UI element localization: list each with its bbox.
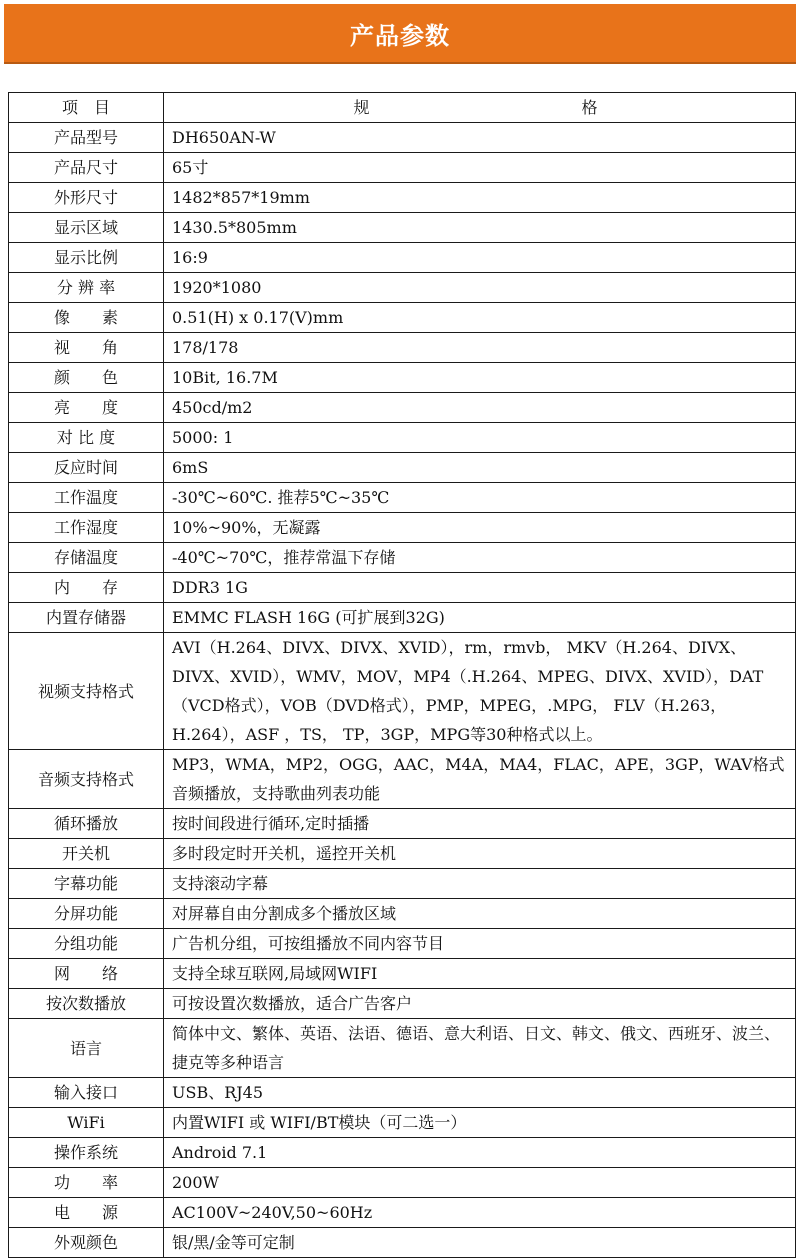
row-key: 操作系统 bbox=[9, 1138, 164, 1168]
row-key: 亮 度 bbox=[9, 393, 164, 423]
row-key: 语言 bbox=[9, 1019, 164, 1078]
row-value: Android 7.1 bbox=[164, 1138, 796, 1168]
row-key: 颜 色 bbox=[9, 363, 164, 393]
row-key: 存储温度 bbox=[9, 543, 164, 573]
row-value: 450cd/m2 bbox=[164, 393, 796, 423]
row-value: -40℃~70℃，推荐常温下存储 bbox=[164, 543, 796, 573]
row-value: 178/178 bbox=[164, 333, 796, 363]
row-value: AC100V~240V,50~60Hz bbox=[164, 1198, 796, 1228]
row-key: 外形尺寸 bbox=[9, 183, 164, 213]
table-row bbox=[9, 123, 796, 153]
table-header-row bbox=[9, 93, 796, 123]
header-value: 规 格 bbox=[164, 93, 796, 123]
row-value: 1482*857*19mm bbox=[164, 183, 796, 213]
row-value: DDR3 1G bbox=[164, 573, 796, 603]
row-key: 循环播放 bbox=[9, 809, 164, 839]
table-row bbox=[9, 869, 796, 899]
row-value: 可按设置次数播放，适合广告客户 bbox=[164, 989, 796, 1019]
table-row bbox=[9, 363, 796, 393]
row-value: 200W bbox=[164, 1168, 796, 1198]
table-row bbox=[9, 213, 796, 243]
table-row bbox=[9, 1168, 796, 1198]
row-key: 外观颜色 bbox=[9, 1228, 164, 1258]
row-key: 功 率 bbox=[9, 1168, 164, 1198]
header-key: 项 目 bbox=[9, 93, 164, 123]
row-key: 视 角 bbox=[9, 333, 164, 363]
table-row bbox=[9, 989, 796, 1019]
table-row bbox=[9, 809, 796, 839]
table-row bbox=[9, 453, 796, 483]
row-key: 开关机 bbox=[9, 839, 164, 869]
table-row bbox=[9, 153, 796, 183]
row-key: 对 比 度 bbox=[9, 423, 164, 453]
row-value: 5000: 1 bbox=[164, 423, 796, 453]
table-row bbox=[9, 899, 796, 929]
row-key: 内置存储器 bbox=[9, 603, 164, 633]
row-value: MP3，WMA，MP2，OGG，AAC，M4A，MA4，FLAC，APE，3GP，WAV格式音频播放，支持歌曲列表功能 bbox=[164, 750, 796, 809]
table-row bbox=[9, 393, 796, 423]
row-value: EMMC FLASH 16G (可扩展到32G) bbox=[164, 603, 796, 633]
row-key: 产品型号 bbox=[9, 123, 164, 153]
row-value: USB、RJ45 bbox=[164, 1078, 796, 1108]
table-row bbox=[9, 303, 796, 333]
table-row bbox=[9, 513, 796, 543]
row-key: 输入接口 bbox=[9, 1078, 164, 1108]
row-value: 支持全球互联网,局域网WIFI bbox=[164, 959, 796, 989]
row-key: 音频支持格式 bbox=[9, 750, 164, 809]
row-key: 内 存 bbox=[9, 573, 164, 603]
row-key: 网 络 bbox=[9, 959, 164, 989]
row-value: 广告机分组，可按组播放不同内容节目 bbox=[164, 929, 796, 959]
table-row bbox=[9, 929, 796, 959]
title-banner bbox=[4, 4, 796, 64]
table-row bbox=[9, 633, 796, 750]
table-row bbox=[9, 959, 796, 989]
table-row bbox=[9, 1078, 796, 1108]
table-row bbox=[9, 483, 796, 513]
row-key: 电 源 bbox=[9, 1198, 164, 1228]
row-key: 产品尺寸 bbox=[9, 153, 164, 183]
row-key: 按次数播放 bbox=[9, 989, 164, 1019]
table-row bbox=[9, 1198, 796, 1228]
row-key: 像 素 bbox=[9, 303, 164, 333]
table-row bbox=[9, 839, 796, 869]
table-row bbox=[9, 1138, 796, 1168]
row-value: 支持滚动字幕 bbox=[164, 869, 796, 899]
row-key: 工作温度 bbox=[9, 483, 164, 513]
row-value: 简体中文、繁体、英语、法语、德语、意大利语、日文、韩文、俄文、西班牙、波兰、捷克等多种语言 bbox=[164, 1019, 796, 1078]
table-row bbox=[9, 603, 796, 633]
row-key: 分屏功能 bbox=[9, 899, 164, 929]
table-row bbox=[9, 423, 796, 453]
table-row bbox=[9, 243, 796, 273]
row-value: DH650AN-W bbox=[164, 123, 796, 153]
row-value: 0.51(H) x 0.17(V)mm bbox=[164, 303, 796, 333]
table-row bbox=[9, 183, 796, 213]
table-row bbox=[9, 273, 796, 303]
row-key: 反应时间 bbox=[9, 453, 164, 483]
table-row bbox=[9, 1228, 796, 1258]
row-key: 显示区域 bbox=[9, 213, 164, 243]
row-value: 内置WIFI 或 WIFI/BT模块（可二选一） bbox=[164, 1108, 796, 1138]
table-row bbox=[9, 750, 796, 809]
row-value: -30℃~60℃. 推荐5℃~35℃ bbox=[164, 483, 796, 513]
table-row bbox=[9, 543, 796, 573]
row-key: 工作湿度 bbox=[9, 513, 164, 543]
row-value: 6mS bbox=[164, 453, 796, 483]
row-key: WiFi bbox=[9, 1108, 164, 1138]
row-value: 按时间段进行循环,定时插播 bbox=[164, 809, 796, 839]
row-value: AVI（H.264、DIVX、DIVX、XVID），rm，rmvb， MKV（H.264、DIVX、DIVX、XVID），WMV，MOV，MP4（.H.264、MPEG、DIVX、XVID），DAT（VCD格式），VOB（DVD格式），PMP，MPEG，.MPG， FLV（H.263，H.264），ASF ，TS， TP，3GP，MPG等30种格式以上。 bbox=[164, 633, 796, 750]
row-value: 银/黑/金等可定制 bbox=[164, 1228, 796, 1258]
row-value: 1430.5*805mm bbox=[164, 213, 796, 243]
row-value: 16:9 bbox=[164, 243, 796, 273]
banner-title: 产品参数 bbox=[350, 21, 450, 50]
table-row bbox=[9, 1108, 796, 1138]
row-value: 10%~90%，无凝露 bbox=[164, 513, 796, 543]
row-value: 对屏幕自由分割成多个播放区域 bbox=[164, 899, 796, 929]
row-value: 多时段定时开关机，遥控开关机 bbox=[164, 839, 796, 869]
row-key: 分组功能 bbox=[9, 929, 164, 959]
spec-table bbox=[8, 92, 796, 1258]
row-key: 显示比例 bbox=[9, 243, 164, 273]
row-value: 65寸 bbox=[164, 153, 796, 183]
table-row bbox=[9, 333, 796, 363]
row-value: 10Bit, 16.7M bbox=[164, 363, 796, 393]
row-key: 字幕功能 bbox=[9, 869, 164, 899]
row-key: 分 辨 率 bbox=[9, 273, 164, 303]
row-key: 视频支持格式 bbox=[9, 633, 164, 750]
table-row bbox=[9, 573, 796, 603]
table-row bbox=[9, 1019, 796, 1078]
row-value: 1920*1080 bbox=[164, 273, 796, 303]
